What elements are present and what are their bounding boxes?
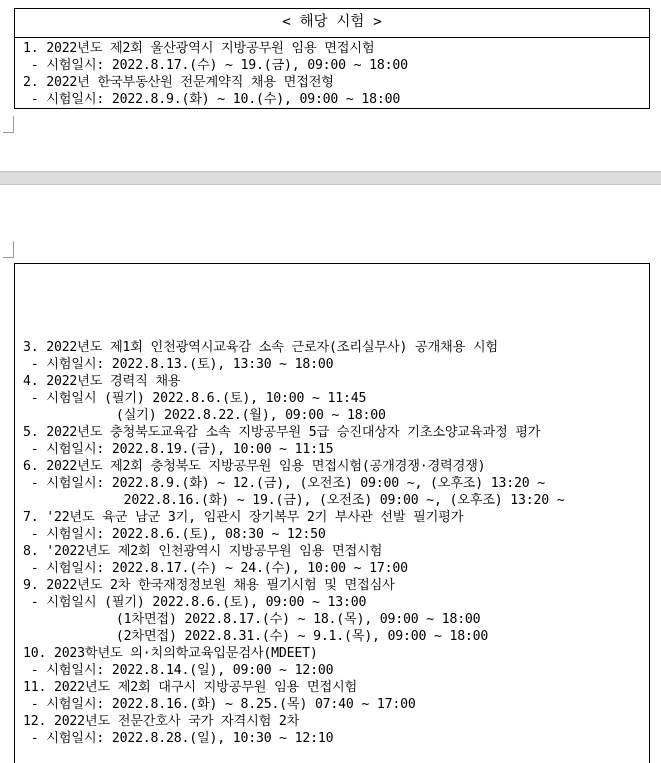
exam-line: 10. 2023학년도 의·치의학교육입문검사(MDEET) — [23, 646, 318, 661]
exam-line: - 시험일시: 2022.8.13.(토), 13:30 ~ 18:00 — [23, 357, 334, 372]
exam-list-box-top — [14, 8, 650, 109]
exam-line: 5. 2022년도 충청북도교육감 소속 지방공무원 5급 승진대상자 기초소양교육과정 평가 — [23, 425, 541, 440]
exam-line: (1차면접) 2022.8.17.(수) ~ 18.(목), 09:00 ~ 18:00 — [23, 612, 481, 627]
document-page-1 — [0, 0, 661, 171]
exam-line: - 시험일시: 2022.8.19.(금), 10:00 ~ 11:15 — [23, 442, 334, 457]
exam-line: 6. 2022년도 제2회 충청북도 지방공무원 임용 면접시험(공개경쟁·경력경쟁) — [23, 459, 486, 474]
exam-line: 7. '22년도 육군 남군 3기, 임관시 장기복무 2기 부사관 선발 필기평가 — [23, 510, 464, 525]
exam-line: - 시험일시: 2022.8.9.(화) ~ 10.(수), 09:00 ~ 18:00 — [23, 92, 401, 107]
exam-line: 1. 2022년도 제2회 울산광역시 지방공무원 임용 면접시험 — [23, 41, 375, 56]
exam-line: - 시험일시: 2022.8.14.(일), 09:00 ~ 12:00 — [23, 663, 334, 678]
exam-line: - 시험일시: 2022.8.6.(토), 08:30 ~ 12:50 — [23, 527, 326, 542]
exam-list-box-bottom — [14, 263, 650, 763]
exam-line: - 시험일시: 2022.8.28.(일), 10:30 ~ 12:10 — [23, 731, 334, 746]
exam-line: - 시험일시 (필기) 2022.8.6.(토), 10:00 ~ 11:45 — [23, 391, 367, 406]
exam-line: 3. 2022년도 제1회 인천광역시교육감 소속 근로자(조리실무사) 공개채용 시험 — [23, 340, 498, 355]
exam-line: 9. 2022년도 2차 한국재정정보원 채용 필기시험 및 면접심사 — [23, 578, 395, 593]
margin-corner-mark — [3, 116, 14, 133]
exam-line: 4. 2022년도 경력직 채용 — [23, 374, 181, 389]
exam-line: - 시험일시: 2022.8.16.(화) ~ 8.25.(목) 07:40 ~ 17:00 — [23, 697, 416, 712]
exam-line: (2차면접) 2022.8.31.(수) ~ 9.1.(목), 09:00 ~ 18:00 — [23, 629, 489, 644]
box-header: < 해당 시험 > — [15, 9, 649, 38]
exam-line: 2022.8.16.(화) ~ 19.(금), (오전조) 09:00 ~, (오후조) 13:20 ~ — [23, 493, 565, 508]
exam-line: 11. 2022년도 제2회 대구시 지방공무원 임용 면접시험 — [23, 680, 358, 695]
page-separator — [0, 171, 661, 185]
margin-corner-mark — [3, 241, 14, 258]
exam-line: - 시험일시: 2022.8.17.(수) ~ 19.(금), 09:00 ~ 18:00 — [23, 58, 408, 73]
exam-line: - 시험일시: 2022.8.17.(수) ~ 24.(수), 10:00 ~ 17:00 — [23, 561, 408, 576]
exam-line: 2. 2022년 한국부동산원 전문계약직 채용 면접전형 — [23, 75, 334, 90]
exam-line: - 시험일시 (필기) 2022.8.6.(토), 09:00 ~ 13:00 — [23, 595, 367, 610]
exam-line: - 시험일시: 2022.8.9.(화) ~ 12.(금), (오전조) 09:00 ~, (오후조) 13:20 ~ — [23, 476, 545, 491]
document-page-2 — [0, 185, 661, 753]
exam-line: (실기) 2022.8.22.(월), 09:00 ~ 18:00 — [23, 408, 386, 423]
exam-line: 12. 2022년도 전문간호사 국가 자격시험 2차 — [23, 714, 300, 729]
exam-line: 8. '2022년도 제2회 인천광역시 지방공무원 임용 면접시험 — [23, 544, 383, 559]
